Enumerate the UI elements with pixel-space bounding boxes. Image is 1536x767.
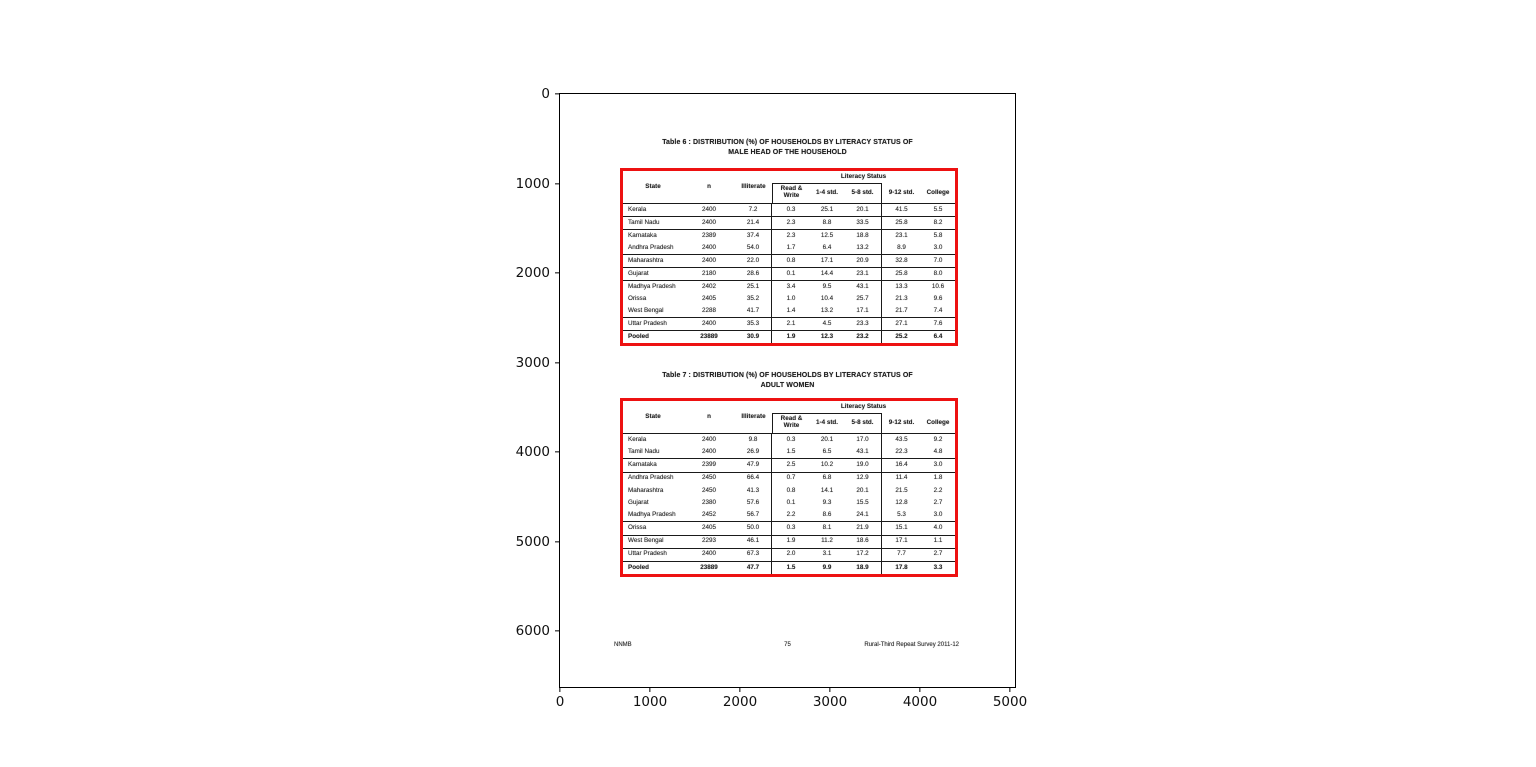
col-header-5-8-std: 5-8 std.: [844, 183, 882, 203]
table-cell: 14.4: [820, 269, 834, 277]
footer-page-number: 75: [784, 642, 791, 648]
table-cell: 2400: [701, 256, 716, 264]
table-cell: 43.1: [844, 281, 882, 293]
table-cell: 23.3: [844, 318, 882, 330]
table-cell: 9.3: [822, 498, 832, 506]
table-cell: 3.0: [933, 243, 943, 251]
x-tick-mark: [1009, 687, 1010, 692]
table-cell: 9.6: [933, 294, 943, 302]
table-cell: Uttar Pradesh: [628, 550, 667, 558]
table-cell: 50.0: [735, 522, 772, 534]
table-cell: 1.7: [786, 243, 796, 251]
table-cell: 2400: [701, 319, 716, 327]
table-cell: 1.8: [933, 474, 943, 482]
table-cell: 9.9: [822, 563, 832, 571]
table-cell: Kerala: [628, 205, 647, 213]
table-cell: 2.2: [786, 510, 796, 518]
table-cell: 17.0: [844, 434, 882, 446]
table-cell: 0.7: [786, 474, 796, 482]
table-cell: 0.3: [786, 205, 796, 213]
table-cell: 17.1: [895, 537, 908, 545]
y-tick-label: 2000: [515, 265, 550, 281]
table-cell: 1.9: [786, 537, 796, 545]
table-cell: 2405: [701, 294, 716, 302]
table-cell: 35.2: [735, 293, 772, 305]
col-header-1-4-std: 1-4 std.: [815, 418, 839, 426]
table-cell: 0.8: [786, 256, 796, 264]
table-cell: 3.3: [933, 563, 943, 571]
x-tick-label: 1000: [632, 694, 668, 710]
table-cell: 8.6: [822, 510, 832, 518]
table-cell: 3.1: [822, 550, 832, 558]
table6-header: [623, 171, 955, 204]
table-cell: 2405: [701, 524, 716, 532]
table-cell: Gujarat: [628, 498, 649, 506]
table-cell: 17.1: [844, 305, 882, 317]
table-cell: Kerala: [628, 435, 647, 443]
table-cell: Uttar Pradesh: [628, 319, 667, 327]
table-cell: 0.1: [786, 269, 796, 277]
table-cell: 8.2: [933, 218, 943, 226]
table-cell: 43.1: [844, 446, 882, 458]
table6-body: [623, 204, 955, 343]
table-cell: 11.4: [895, 474, 908, 482]
table-cell: Madhya Pradesh: [628, 510, 676, 518]
table-cell: 19.0: [844, 459, 882, 471]
table-cell: 21.7: [895, 306, 908, 314]
table-cell: 12.8: [895, 498, 908, 506]
x-tick-mark: [739, 687, 740, 692]
table-cell: 23889: [700, 332, 718, 340]
col-header-1-4-std: 1-4 std.: [815, 188, 839, 196]
table-cell: 2400: [701, 205, 716, 213]
table-row: [623, 230, 955, 242]
footer-org: NNMB: [614, 642, 632, 648]
table-cell: Maharashtra: [628, 256, 664, 264]
col-header-state: State: [645, 182, 661, 190]
table-cell: 9.2: [933, 435, 943, 443]
table-cell: 14.1: [820, 486, 834, 494]
table-cell: 2180: [701, 269, 716, 277]
table7-header: [623, 401, 955, 434]
table-cell: 17.1: [820, 256, 834, 264]
table-cell: 13.3: [895, 282, 908, 290]
table-cell: 8.1: [822, 524, 832, 532]
table-cell: 0.1: [786, 498, 796, 506]
x-tick-label: 2000: [722, 694, 758, 710]
table-cell: 25.8: [895, 218, 908, 226]
table6-title-line1: Table 6 : DISTRIBUTION (%) OF HOUSEHOLDS BY LITERACY STATUS OF: [662, 139, 913, 146]
table-row: [623, 281, 955, 293]
table-cell: 23.2: [844, 331, 882, 343]
table-row: [623, 204, 955, 217]
table-cell: 54.0: [735, 242, 772, 254]
table-cell: 1.1: [933, 537, 943, 545]
table-cell: 41.7: [735, 305, 772, 317]
col-header-9-12-std: 9-12 std.: [888, 188, 915, 196]
table-cell: 2.1: [786, 319, 796, 327]
table-cell: 1.5: [786, 563, 796, 571]
table-cell: 8.9: [897, 243, 906, 251]
table-cell: Pooled: [628, 563, 649, 571]
table-cell: 41.5: [895, 205, 908, 213]
table-cell: Pooled: [628, 332, 649, 340]
group-header-literacy-status: Literacy Status: [840, 402, 887, 410]
x-tick-label: 5000: [992, 694, 1028, 710]
table7-title: [560, 371, 1015, 390]
table-cell: 18.8: [844, 230, 882, 242]
y-tick-mark: [555, 93, 560, 94]
table-cell: 20.1: [844, 485, 882, 497]
table-row: [623, 497, 955, 509]
x-tick-mark: [649, 687, 650, 692]
table-cell: Karnataka: [628, 231, 657, 239]
y-tick-mark: [555, 362, 560, 363]
table-cell: 4.0: [933, 524, 943, 532]
table-cell: 2288: [701, 306, 716, 314]
table-cell: 6.4: [933, 332, 943, 340]
table-cell: Orissa: [628, 294, 647, 302]
table-cell: 16.4: [895, 461, 908, 469]
table-cell: 13.2: [844, 242, 882, 254]
table-row: [623, 562, 955, 574]
y-tick-mark: [555, 541, 560, 542]
table-cell: 46.1: [735, 536, 772, 548]
table-cell: 10.4: [820, 294, 834, 302]
table-row: [623, 522, 955, 535]
table-cell: 6.8: [822, 474, 832, 482]
table-cell: 47.9: [735, 459, 772, 471]
table-cell: 2.3: [786, 231, 796, 239]
table-cell: 2.3: [786, 218, 796, 226]
table-cell: 43.5: [895, 435, 908, 443]
table-cell: West Bengal: [628, 537, 664, 545]
table-cell: 18.6: [844, 536, 882, 548]
table-cell: Madhya Pradesh: [628, 282, 676, 290]
table-cell: 7.0: [933, 256, 943, 264]
table-row: [623, 434, 955, 446]
table-cell: 5.8: [933, 231, 943, 239]
table-cell: 1.0: [786, 294, 796, 302]
table-cell: 18.9: [844, 562, 882, 574]
table7-title-line1: Table 7 : DISTRIBUTION (%) OF HOUSEHOLDS BY LITERACY STATUS OF: [662, 372, 913, 379]
table-cell: 37.4: [735, 230, 772, 242]
table7-body: [623, 434, 955, 574]
table-cell: 6.4: [822, 243, 832, 251]
table-cell: 15.5: [844, 497, 882, 509]
table-cell: 28.6: [735, 268, 772, 280]
table-cell: 17.2: [844, 549, 882, 561]
table-row: [623, 318, 955, 331]
table-cell: 7.2: [735, 204, 772, 216]
table-cell: 2450: [701, 486, 716, 494]
table-cell: 22.0: [735, 255, 772, 267]
col-header-5-8-std: 5-8 std.: [844, 413, 882, 433]
y-tick-label: 3000: [515, 354, 550, 371]
table-cell: 24.1: [844, 509, 882, 521]
table-cell: 2.2: [933, 486, 943, 494]
table-cell: 25.7: [844, 293, 882, 305]
col-header-read-write: Read & Write: [772, 183, 810, 203]
table-row: [623, 293, 955, 305]
table-cell: Andhra Pradesh: [628, 243, 674, 251]
table-cell: 1.4: [786, 306, 796, 314]
plot-axes: [515, 86, 1028, 710]
table-row: [623, 509, 955, 522]
table-cell: 25.2: [895, 332, 908, 340]
table-row: [623, 255, 955, 268]
table-cell: 23.1: [895, 231, 908, 239]
table-cell: 12.5: [820, 231, 834, 239]
x-tick-label: 3000: [812, 694, 848, 710]
table-cell: 0.3: [786, 435, 796, 443]
table-cell: Orissa: [628, 524, 647, 532]
table-cell: 2400: [701, 435, 716, 443]
table-cell: 3.0: [933, 510, 943, 518]
table6-title-line2: MALE HEAD OF THE HOUSEHOLD: [728, 148, 847, 156]
document-page: [560, 94, 1015, 687]
col-header-9-12-std: 9-12 std.: [888, 418, 915, 426]
col-header-college: College: [926, 418, 950, 426]
table6-frame: [620, 168, 958, 346]
table-cell: 2400: [701, 550, 716, 558]
y-tick-mark: [555, 183, 560, 184]
table-cell: 5.3: [897, 510, 906, 518]
table7-title-line2: ADULT WOMEN: [760, 381, 815, 389]
y-tick-label: 6000: [515, 623, 550, 639]
y-tick-label: 1000: [515, 175, 550, 192]
table-cell: 41.3: [735, 485, 772, 497]
table-cell: 0.8: [786, 486, 796, 494]
footer-survey-name: Rural-Third Repeat Survey 2011-12: [864, 642, 959, 648]
table7-frame: [620, 398, 958, 577]
table-row: [623, 242, 955, 255]
col-header-state: State: [645, 412, 661, 420]
table-cell: Tamil Nadu: [628, 447, 660, 455]
table-cell: 8.0: [933, 269, 943, 277]
col-header-n: n: [707, 182, 711, 190]
table-cell: 2400: [701, 243, 716, 251]
y-tick-label: 0: [541, 86, 550, 102]
table-cell: 10.2: [820, 461, 834, 469]
col-header-illiterate: Illiterate: [741, 182, 766, 190]
table-cell: 1.9: [786, 332, 796, 340]
table-row: [623, 473, 955, 485]
table-cell: 21.4: [735, 217, 772, 229]
table-cell: 12.9: [844, 473, 882, 485]
x-tick-mark: [559, 687, 560, 692]
table-cell: 30.9: [735, 331, 772, 343]
group-header-literacy-status: Literacy Status: [840, 172, 887, 180]
table-cell: 67.3: [735, 549, 772, 561]
table-cell: 2.7: [933, 498, 943, 506]
table-cell: 32.8: [895, 256, 908, 264]
table-cell: 27.1: [895, 319, 908, 327]
table-cell: 2400: [701, 218, 716, 226]
table-cell: 23.1: [844, 268, 882, 280]
table-row: [623, 536, 955, 549]
y-tick-mark: [555, 272, 560, 273]
table-cell: 35.3: [735, 318, 772, 330]
table-row: [623, 305, 955, 318]
table6-title: [560, 138, 1015, 157]
table-row: [623, 217, 955, 230]
table-cell: 2.7: [933, 550, 943, 558]
x-tick-label: 4000: [902, 694, 938, 710]
table-cell: 21.9: [844, 522, 882, 534]
table-cell: 2402: [701, 282, 716, 290]
x-tick-label: 0: [555, 694, 565, 710]
table-cell: 26.9: [735, 446, 772, 458]
table-cell: 57.6: [735, 497, 772, 509]
table-cell: 2.0: [786, 550, 796, 558]
table-row: [623, 485, 955, 497]
y-tick-mark: [555, 451, 560, 452]
table-cell: 21.5: [895, 486, 908, 494]
table-cell: 1.5: [786, 447, 796, 455]
table-cell: 56.7: [735, 509, 772, 521]
table-cell: 7.7: [897, 550, 906, 558]
table-cell: 2399: [701, 461, 716, 469]
table-cell: 4.8: [933, 447, 943, 455]
table-cell: 25.1: [735, 281, 772, 293]
table-cell: 25.1: [820, 205, 834, 213]
table-cell: 66.4: [735, 473, 772, 485]
table-cell: 9.8: [735, 434, 772, 446]
table-cell: West Bengal: [628, 306, 664, 314]
table-cell: 17.8: [895, 563, 908, 571]
x-tick-mark: [829, 687, 830, 692]
table-cell: 6.5: [822, 447, 832, 455]
table-cell: 23889: [700, 563, 718, 571]
x-tick-mark: [919, 687, 920, 692]
table-cell: Maharashtra: [628, 486, 664, 494]
table-cell: 47.7: [735, 562, 772, 574]
y-tick-label: 4000: [515, 444, 550, 460]
table-cell: 12.3: [820, 332, 834, 340]
table-cell: 11.2: [821, 537, 833, 545]
table-cell: 5.5: [933, 205, 943, 213]
table-cell: Gujarat: [628, 269, 649, 277]
col-header-illiterate: Illiterate: [741, 412, 766, 420]
table-row: [623, 446, 955, 459]
table-cell: 21.3: [895, 294, 908, 302]
table-cell: 4.5: [822, 319, 832, 327]
y-tick-label: 5000: [515, 533, 550, 550]
table-cell: 8.8: [822, 218, 832, 226]
table-cell: 2389: [701, 231, 716, 239]
table-row: [623, 459, 955, 472]
table-cell: 2400: [701, 447, 716, 455]
table-cell: 22.3: [895, 447, 908, 455]
table-cell: 7.4: [933, 306, 943, 314]
table-cell: 20.1: [820, 435, 834, 443]
table-cell: 3.4: [786, 282, 796, 290]
table-cell: 20.1: [844, 204, 882, 216]
table-cell: 7.6: [933, 319, 943, 327]
table-cell: 13.2: [820, 306, 834, 314]
table-cell: 2380: [701, 498, 716, 506]
table-cell: Tamil Nadu: [628, 218, 660, 226]
table-cell: Andhra Pradesh: [628, 474, 674, 482]
table-row: [623, 331, 955, 343]
table-cell: 10.6: [931, 282, 945, 290]
table-row: [623, 268, 955, 281]
table-cell: 20.9: [844, 255, 882, 267]
table-cell: 25.8: [895, 269, 908, 277]
col-header-college: College: [926, 188, 950, 196]
table-cell: 0.3: [786, 524, 796, 532]
y-tick-mark: [555, 630, 560, 631]
table-cell: 2293: [701, 537, 716, 545]
table-cell: 2452: [701, 510, 716, 518]
table-cell: 2.5: [786, 461, 796, 469]
table-cell: 2450: [701, 474, 716, 482]
col-header-n: n: [707, 412, 711, 420]
table-cell: 33.5: [844, 217, 882, 229]
table-row: [623, 549, 955, 562]
table-cell: 15.1: [895, 524, 908, 532]
table-cell: 3.0: [933, 461, 943, 469]
col-header-read-write: Read & Write: [772, 413, 810, 433]
table-cell: Karnataka: [628, 461, 657, 469]
table-cell: 9.5: [822, 282, 832, 290]
